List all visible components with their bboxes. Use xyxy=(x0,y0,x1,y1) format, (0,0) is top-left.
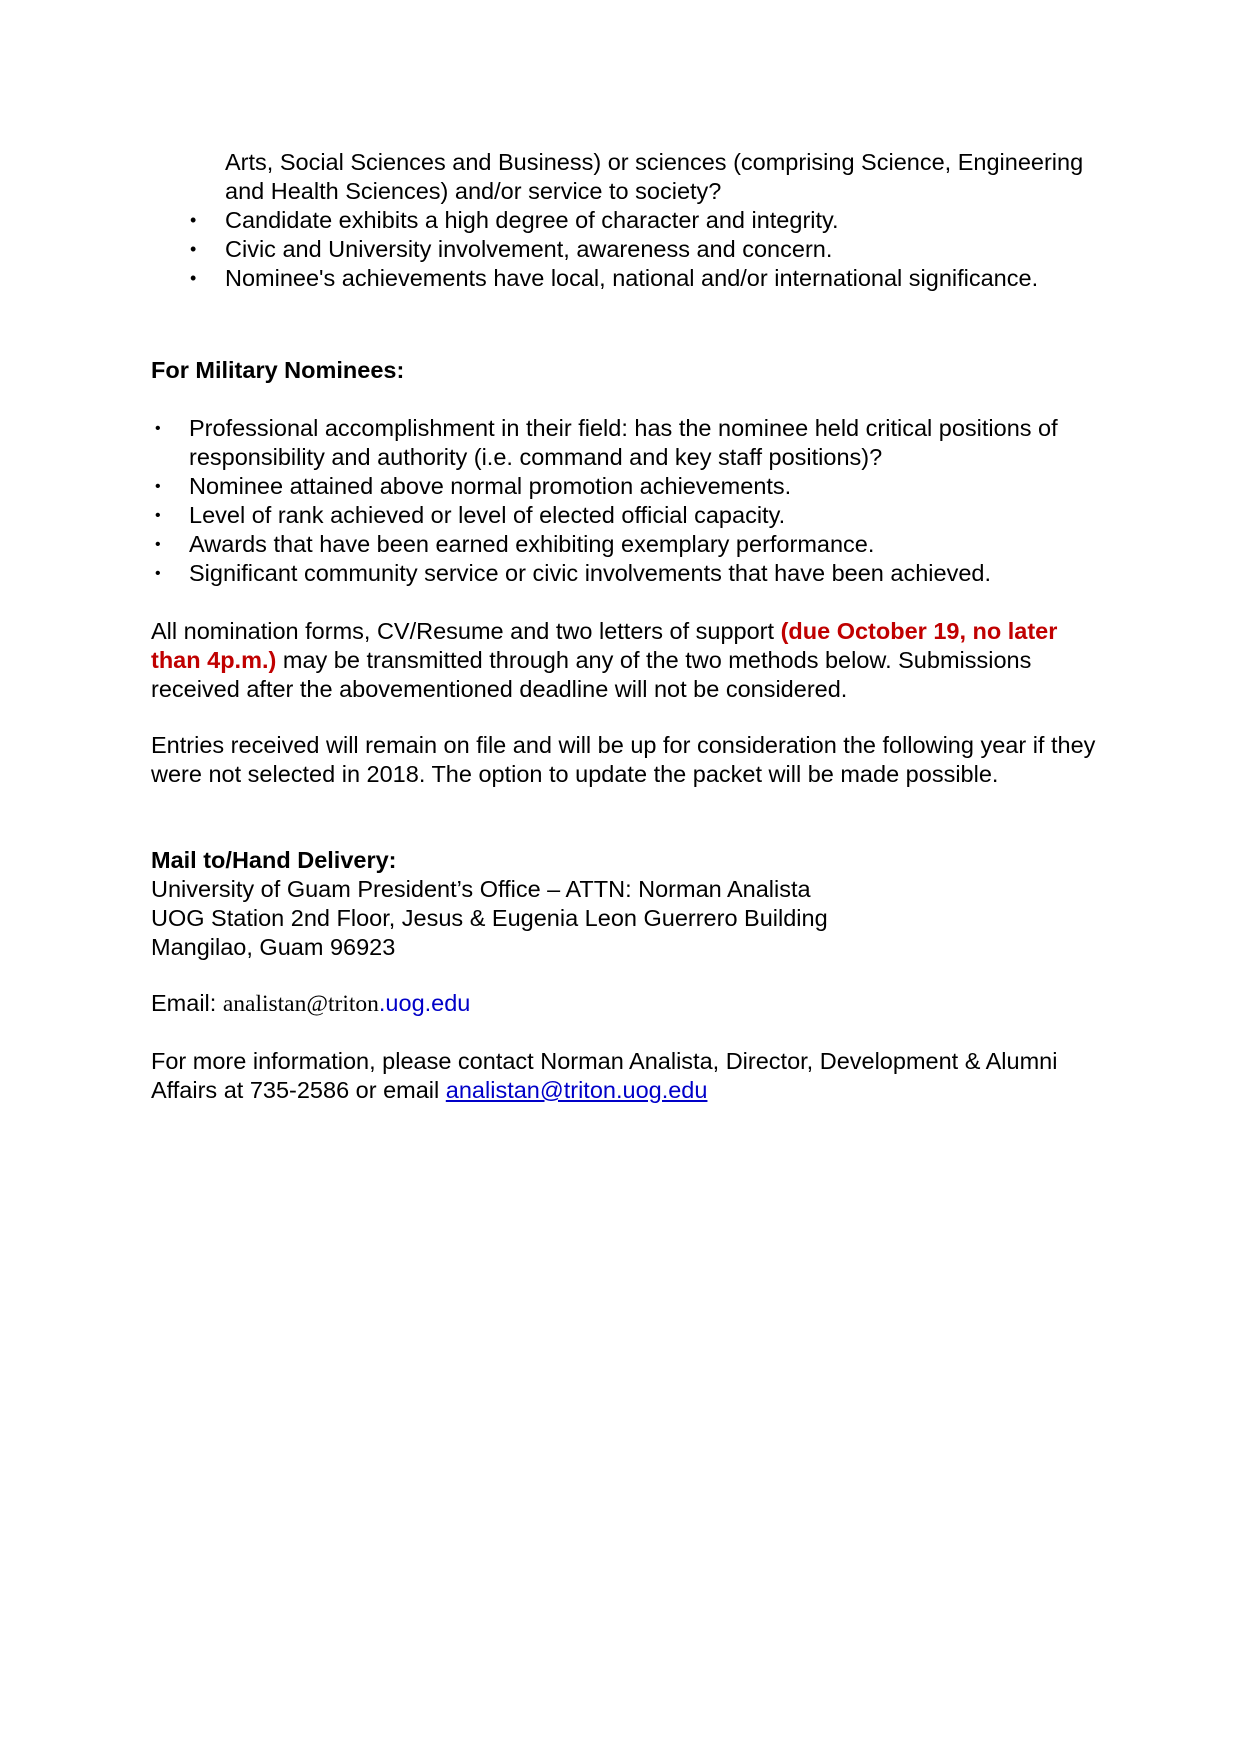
bullet-icon: • xyxy=(155,565,161,582)
bullet-icon: • xyxy=(155,536,161,553)
mail-heading: Mail to/Hand Delivery: xyxy=(151,847,397,873)
list-item: • Nominee attained above normal promotion achievements. xyxy=(155,473,792,499)
bullet-icon: • xyxy=(190,239,197,259)
email-line xyxy=(151,989,1101,1019)
bullet-icon: • xyxy=(155,507,161,524)
criteria-list xyxy=(151,148,1101,293)
mail-line-2: UOG Station 2nd Floor, Jesus & Eugenia Leon Guerrero Building xyxy=(151,905,828,931)
contact-paragraph: For more information, please contact Norman Analista, Director, Development & Alumni Affairs at 735-2586 or email analistan@triton.uog.edu xyxy=(151,1048,1058,1103)
list-item: • Awards that have been earned exhibiting exemplary performance. xyxy=(155,531,875,557)
list-item: • Candidate exhibits a high degree of character and integrity. xyxy=(190,207,839,233)
mail-line-3: Mangilao, Guam 96923 xyxy=(151,934,396,960)
list-item: • Civic and University involvement, awareness and concern. xyxy=(190,236,833,262)
mail-section xyxy=(151,846,1101,962)
email-address-part2[interactable]: .uog.edu xyxy=(378,990,471,1016)
deadline-text: (due October 19, no later than 4p.m.) xyxy=(151,618,1058,673)
mail-line-1: University of Guam President’s Office – ATTN: Norman Analista xyxy=(151,876,811,902)
criteria-continuation: Arts, Social Sciences and Business) or sciences (comprising Science, Engineering and Health Sciences) and/or service to society? xyxy=(225,149,1084,204)
military-section xyxy=(151,356,1101,385)
list-item: • Professional accomplishment in their field: has the nominee held critical positions of responsibility and authority (i.e. command and key staff positions)? xyxy=(155,415,1058,470)
email-label: Email: xyxy=(151,990,223,1016)
list-item: • Significant community service or civic involvements that have been achieved. xyxy=(155,560,991,586)
bullet-icon: • xyxy=(155,420,161,437)
list-item: • Nominee's achievements have local, national and/or international significance. xyxy=(190,265,1039,291)
submission-paragraph: All nomination forms, CV/Resume and two letters of support (due October 19, no later than 4p.m.) may be transmitted through any of the two methods below. Submissions received after the abovementioned deadline will not be considered. xyxy=(151,618,1058,702)
entries-paragraph: Entries received will remain on file and will be up for consideration the following year if they were not selected in 2018. The option to update the packet will be made possible. xyxy=(151,732,1096,787)
bullet-icon: • xyxy=(155,478,161,495)
list-item: • Level of rank achieved or level of elected official capacity. xyxy=(155,502,786,528)
military-list xyxy=(151,414,1101,588)
bullet-icon: • xyxy=(190,210,197,230)
contact-email-link[interactable]: analistan@triton.uog.edu xyxy=(445,1077,708,1103)
military-heading: For Military Nominees: xyxy=(151,357,405,383)
bullet-icon: • xyxy=(190,268,197,288)
email-address-part1[interactable]: analistan@triton xyxy=(222,991,379,1017)
